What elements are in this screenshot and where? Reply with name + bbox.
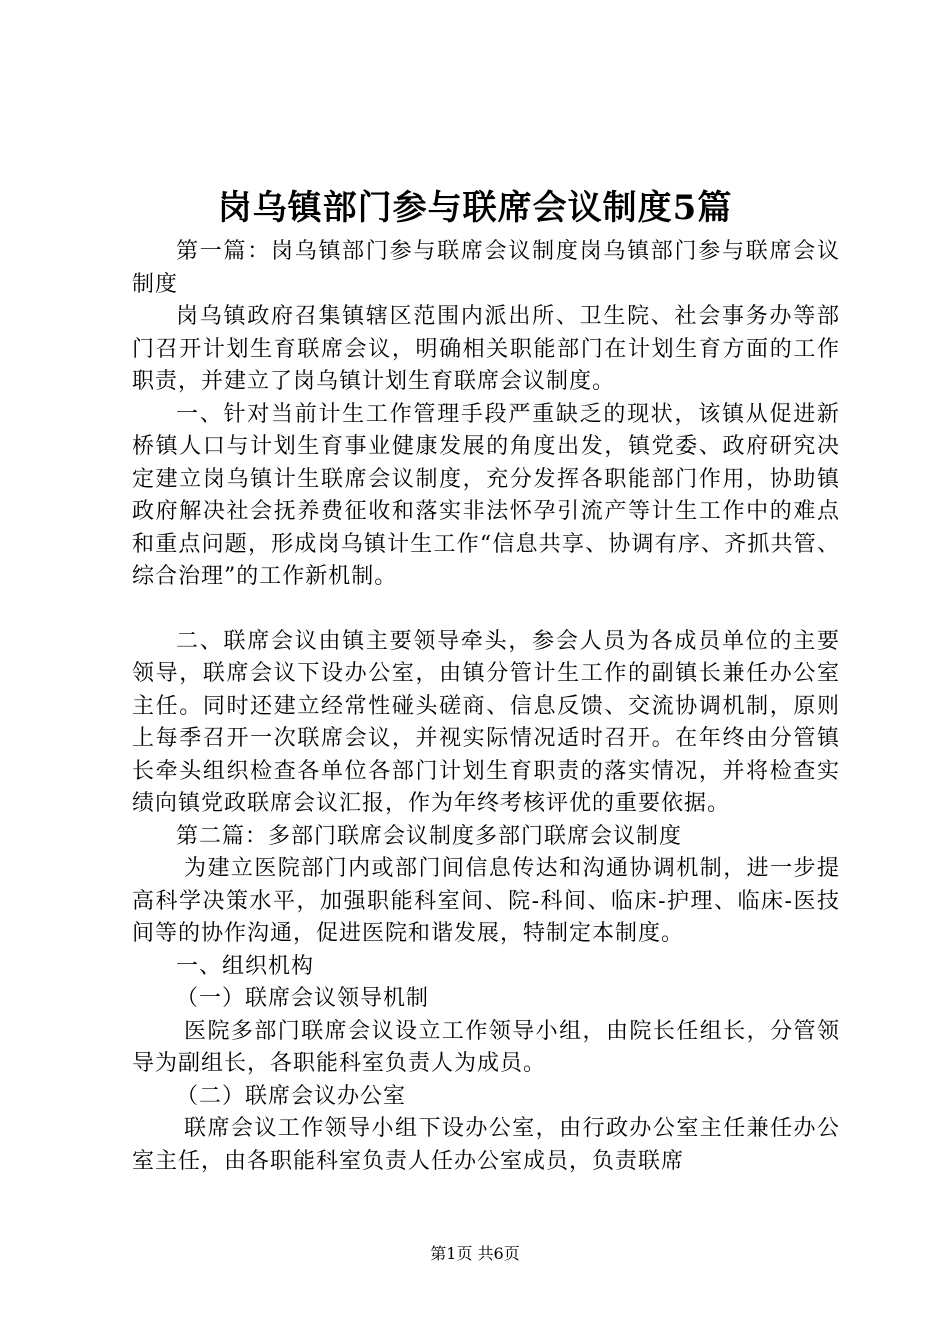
page-title: 岗乌镇部门参与联席会议制度5篇 <box>217 188 733 228</box>
paragraph-leadership-heading: （一）联席会议领导机制 <box>176 986 430 1011</box>
paragraph-section-one: 一、针对当前计生工作管理手段严重缺乏的现状，该镇从促进新桥镇人口与计划生育事业健康发展的角度出发，镇党委、政府研究决定建立岗乌镇计生联席会议制度，充分发挥各职能部门作用，协助镇政府解决社会抚养费征收和落实非法怀孕引流产等计生工作中的难点和重点问题，形成岗乌镇计生工作“信息共享、协调有序、齐抓共管、综合治理”的工作新机制。 <box>132 401 840 589</box>
paragraph-gap <box>132 594 840 626</box>
paragraph-organization-heading: 一、组织机构 <box>176 953 315 979</box>
paragraph-leadership-body: 医院多部门联席会议设立工作领导小组，由院长任组长，分管领导为副组长，各职能科室负责人为成员。 <box>132 1018 840 1076</box>
paragraph-heading-part2: 第二篇：多部门联席会议制度多部门联席会议制度 <box>176 823 683 849</box>
page-number-footer: 第1页 共6页 <box>430 1244 520 1263</box>
paragraph-office-body: 联席会议工作领导小组下设办公室，由行政办公室主任兼任办公室主任，由各职能科室负责人任办公室成员，负责联席 <box>132 1116 840 1174</box>
paragraph-intro: 岗乌镇政府召集镇辖区范围内派出所、卫生院、社会事务办等部门召开计划生育联席会议，明确相关职能部门在计划生育方面的工作职责，并建立了岗乌镇计划生育联席会议制度。 <box>132 304 840 394</box>
paragraph-purpose: 为建立医院部门内或部门间信息传达和沟通协调机制，进一步提高科学决策水平，加强职能科室间、院-科间、临床-护理、临床-医技间等的协作沟通，促进医院和谐发展，特制定本制度。 <box>132 856 840 946</box>
document-body <box>132 236 840 1178</box>
paragraph-heading-part1: 第一篇：岗乌镇部门参与联席会议制度岗乌镇部门参与联席会议制度 <box>132 239 840 297</box>
paragraph-section-two: 二、联席会议由镇主要领导牵头，参会人员为各成员单位的主要领导，联席会议下设办公室，由镇分管计生工作的副镇长兼任办公室主任。同时还建立经常性碰头磋商、信息反馈、交流协调机制，原则上每季召开一次联席会议，并视实际情况适时召开。在年终由分管镇长牵头组织检查各单位各部门计划生育职责的落实情况，并将检查实绩向镇党政联席会议汇报，作为年终考核评优的重要依据。 <box>132 628 840 816</box>
paragraph-office-heading: （二）联席会议办公室 <box>176 1083 407 1109</box>
